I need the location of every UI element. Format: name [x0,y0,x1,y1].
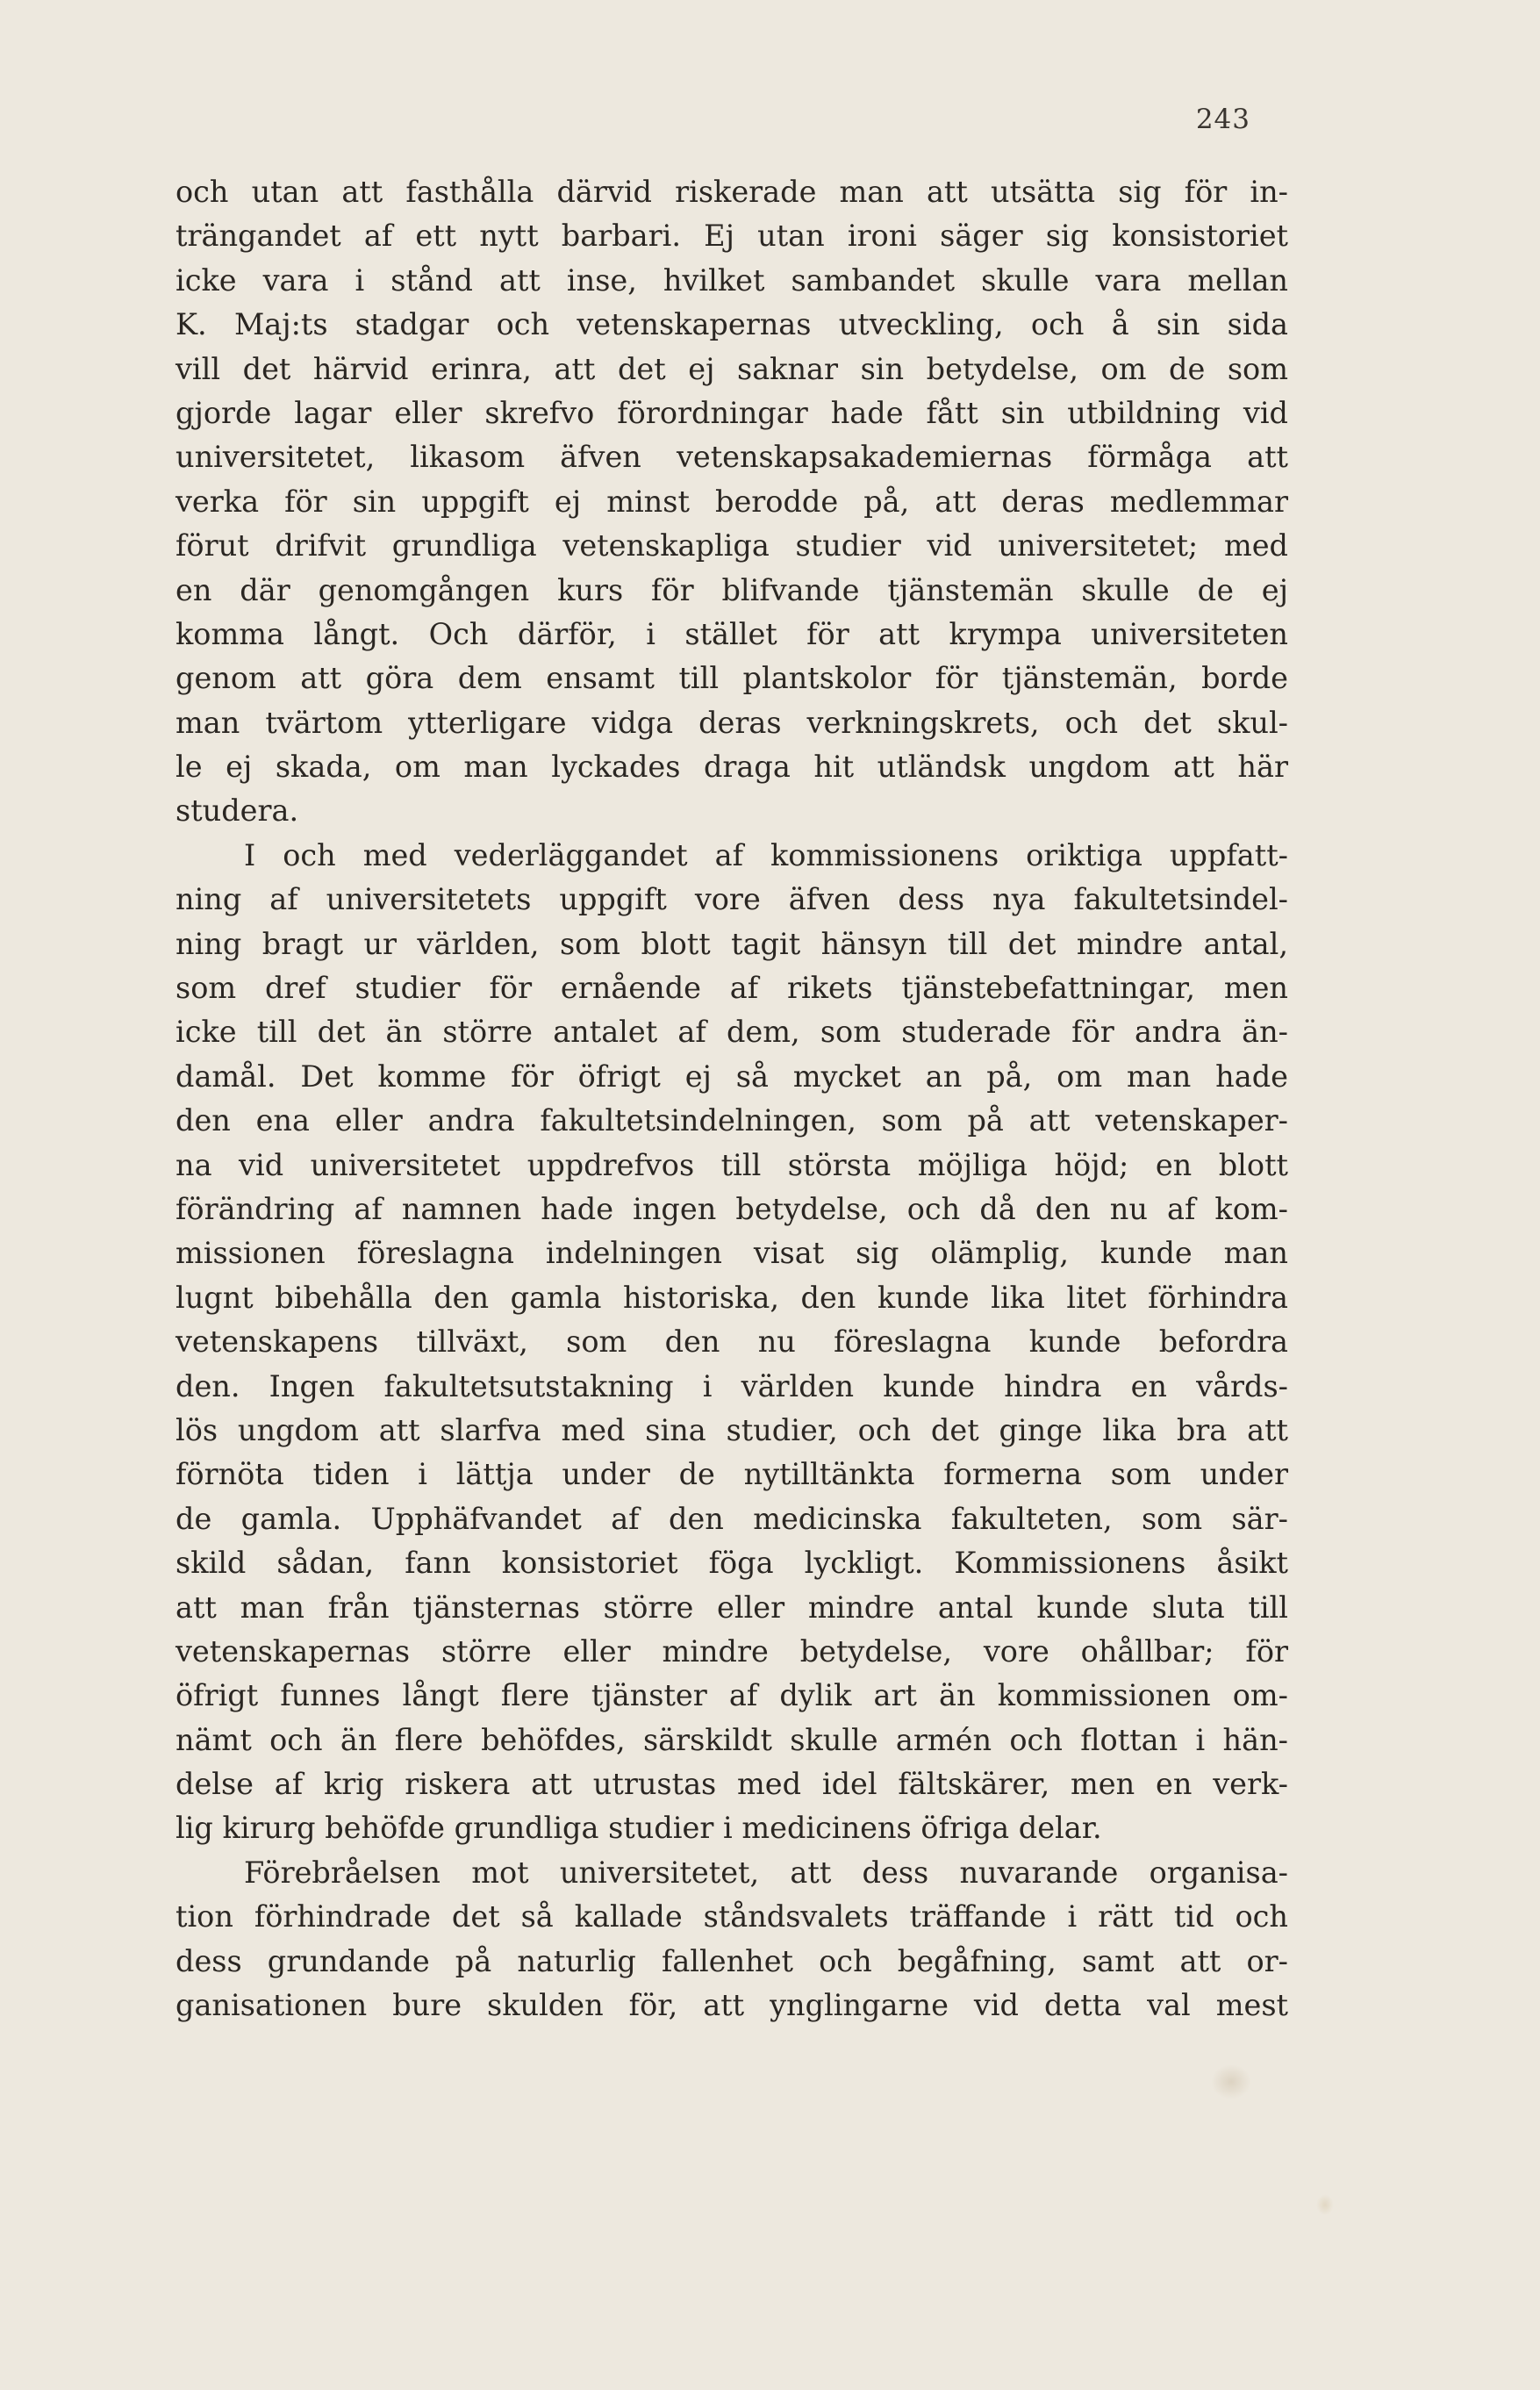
text-line-paragraph-start: Förebråelsen mot universitetet, att dess nuvarande organisa- [244,1855,1288,1890]
text-line: lugnt bibehålla den gamla historiska, den kunde lika litet förhindra [175,1280,1288,1315]
text-line: dess grundande på naturlig fallenhet och begåfning, samt att or- [175,1943,1288,1978]
text-line: damål. Det komme för öfrigt ej så mycket an på, om man hade [175,1059,1288,1094]
text-line: vetenskapens tillväxt, som den nu föreslagna kunde befordra [175,1324,1288,1360]
text-line-paragraph-end: lig kirurg behöfde grundliga studier i medicinens öfriga delar. [175,1811,1102,1846]
text-line: komma långt. Och därför, i stället för att krympa universiteten [175,616,1288,651]
text-line: icke vara i stånd att inse, hvilket sambandet skulle vara mellan [175,262,1288,298]
text-line: delse af krig riskera att utrustas med idel fältskärer, men en verk- [175,1767,1288,1802]
text-line: vetenskapernas större eller mindre betydelse, vore ohållbar; för [175,1633,1288,1669]
paper-stain [1211,2064,1251,2099]
text-line: verka för sin uppgift ej minst berodde på, att deras medlemmar [175,484,1288,519]
text-line: trängandet af ett nytt barbari. Ej utan ironi säger sig konsistoriet [175,219,1288,254]
body-text [175,170,1288,2028]
text-line: le ej skada, om man lyckades draga hit utländsk ungdom att här [175,750,1288,785]
text-line: lös ungdom att slarfva med sina studier, och det ginge lika bra att [175,1412,1288,1447]
paper-stain [1316,2194,1334,2215]
text-line: förut drifvit grundliga vetenskapliga studier vid universitetet; med [175,528,1288,563]
text-line: na vid universitetet uppdrefvos till största möjliga höjd; en blott [175,1147,1288,1182]
text-line: ganisationen bure skulden för, att ynglingarne vid detta val mest [175,1988,1288,2023]
text-line: gjorde lagar eller skrefvo förordningar hade fått sin utbildning vid [175,395,1288,430]
text-line-paragraph-start: I och med vederläggandet af kommissionens oriktiga uppfatt- [244,837,1288,872]
text-line: ning af universitetets uppgift vore äfven dess nya fakultetsindel- [175,882,1288,917]
text-line: tion förhindrade det så kallade ståndsvalets träffande i rätt tid och [175,1899,1288,1934]
text-line: den. Ingen fakultetsutstakning i världen kunde hindra en vårds- [175,1368,1288,1403]
text-line: icke till det än större antalet af dem, som studerade för andra än- [175,1015,1288,1050]
text-line: förändring af namnen hade ingen betydelse, och då den nu af kom- [175,1191,1288,1226]
text-line: förnöta tiden i lättja under de nytilltänkta formerna som under [175,1457,1288,1492]
page-number: 243 [1195,104,1250,135]
text-line: öfrigt funnes långt flere tjänster af dylik art än kommissionen om- [175,1678,1288,1713]
text-line: de gamla. Upphäfvandet af den medicinska fakulteten, som sär- [175,1501,1288,1536]
text-line: en där genomgången kurs för blifvande tjänstemän skulle de ej [175,572,1288,607]
text-line: man tvärtom ytterligare vidga deras verkningskrets, och det skul- [175,705,1288,740]
text-line: som dref studier för ernående af rikets tjänstebefattningar, men [175,971,1288,1006]
text-line: ning bragt ur världen, som blott tagit hänsyn till det mindre antal, [175,926,1288,961]
text-line: och utan att fasthålla därvid riskerade man att utsätta sig för in- [175,175,1288,209]
text-line: vill det härvid erinra, att det ej saknar sin betydelse, om de som [175,351,1288,386]
text-line: genom att göra dem ensamt till plantskolor för tjänstemän, borde [175,661,1288,696]
text-line-paragraph-end: studera. [175,793,299,829]
text-line: den ena eller andra fakultetsindelningen, som på att vetenskaper- [175,1103,1288,1138]
text-line: universitetet, likasom äfven vetenskapsakademiernas förmåga att [175,440,1288,475]
text-line: missionen föreslagna indelningen visat sig olämplig, kunde man [175,1236,1288,1271]
text-line: att man från tjänsternas större eller mindre antal kunde sluta till [175,1590,1288,1625]
text-line: K. Maj:ts stadgar och vetenskapernas utveckling, och å sin sida [175,307,1288,342]
text-line: nämt och än flere behöfdes, särskildt skulle armén och flottan i hän- [175,1722,1288,1757]
text-line: skild sådan, fann konsistoriet föga lyckligt. Kommissionens åsikt [175,1546,1288,1581]
